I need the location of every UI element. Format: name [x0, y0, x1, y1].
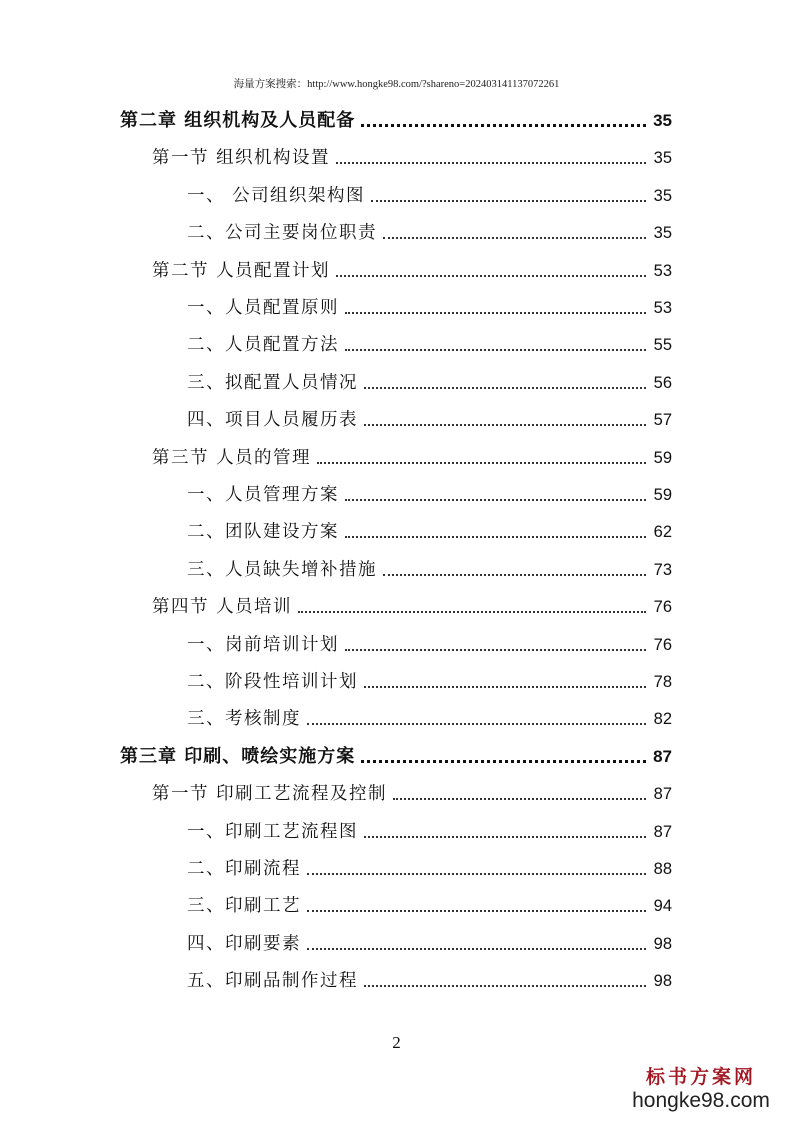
toc-leader-dots	[364, 424, 646, 426]
toc-entry-item[interactable]	[187, 626, 672, 656]
toc-entry-page: 35	[653, 224, 672, 243]
toc-entry-page: 35	[653, 149, 672, 168]
toc-entry-title: 第二节 人员配置计划	[152, 260, 331, 281]
toc-entry-title: 第一节 组织机构设置	[152, 148, 331, 169]
toc-entry-page: 59	[653, 448, 672, 467]
toc-leader-dots	[345, 349, 646, 351]
toc-entry-page: 59	[653, 486, 672, 504]
toc-leader-dots	[361, 760, 646, 763]
toc-entry-page: 82	[653, 710, 672, 729]
toc-entry-title: 三、人员缺失增补措施	[187, 559, 377, 580]
toc-entry-section[interactable]	[152, 588, 672, 618]
toc-entry-page: 62	[653, 523, 672, 542]
toc-entry-title: 一、 公司组织架构图	[187, 185, 366, 206]
toc-entry-item[interactable]	[187, 513, 672, 543]
toc-leader-dots	[361, 124, 646, 127]
toc-leader-dots	[307, 873, 646, 875]
toc-leader-dots	[345, 312, 646, 314]
toc-leader-dots	[371, 200, 646, 202]
toc-entry-page: 98	[653, 934, 672, 953]
toc-leader-dots	[364, 387, 646, 389]
toc-entry-title: 二、人员配置方法	[187, 335, 339, 356]
toc-entry-item[interactable]	[187, 813, 672, 843]
toc-leader-dots	[307, 948, 646, 950]
toc-entry-item[interactable]	[187, 289, 672, 319]
toc-leader-dots	[345, 499, 646, 501]
toc-entry-title: 第二章 组织机构及人员配备	[120, 110, 356, 131]
toc-entry-title: 三、考核制度	[187, 709, 301, 730]
toc-entry-title: 三、拟配置人员情况	[187, 372, 358, 393]
toc-entry-page: 56	[653, 373, 672, 392]
toc-leader-dots	[345, 536, 646, 538]
toc-leader-dots	[393, 798, 646, 800]
toc-entry-title: 二、团队建设方案	[187, 522, 339, 543]
toc-entry-page: 88	[653, 860, 672, 878]
toc-entry-page: 53	[653, 299, 672, 317]
toc-leader-dots	[345, 649, 646, 651]
toc-entry-chapter[interactable]	[120, 102, 672, 132]
toc-entry-title: 第一节 印刷工艺流程及控制	[152, 784, 388, 805]
toc-leader-dots	[298, 611, 646, 613]
toc-entry-page: 98	[653, 972, 672, 991]
toc-entry-page: 87	[653, 822, 672, 841]
toc-leader-dots	[336, 162, 646, 164]
toc-entry-page: 35	[653, 111, 672, 130]
watermark-en-text: hongke98.com	[632, 1089, 770, 1112]
page-header-url: 海量方案搜索：http://www.hongke98.com/?shareno=202403141137072261	[233, 79, 560, 90]
toc-leader-dots	[383, 574, 646, 576]
toc-entry-title: 一、人员管理方案	[187, 485, 339, 505]
toc-entry-page: 76	[653, 598, 672, 617]
toc-entry-item[interactable]	[187, 962, 672, 992]
toc-entry-section[interactable]	[152, 139, 672, 169]
watermark-cn-text: 标书方案网	[645, 1066, 756, 1088]
toc-leader-dots	[317, 462, 646, 464]
toc-entry-title: 二、公司主要岗位职责	[187, 223, 377, 244]
toc-entry-item[interactable]	[187, 177, 672, 207]
toc-entry-item[interactable]	[187, 663, 672, 693]
toc-leader-dots	[364, 686, 646, 688]
toc-entry-title: 五、印刷品制作过程	[187, 971, 358, 992]
toc-leader-dots	[307, 723, 646, 725]
toc-leader-dots	[307, 910, 646, 912]
toc-leader-dots	[383, 237, 646, 239]
toc-entry-page: 87	[653, 785, 672, 804]
toc-entry-item[interactable]	[187, 214, 672, 244]
toc-entry-section[interactable]	[152, 775, 672, 805]
toc-entry-chapter[interactable]	[120, 738, 672, 768]
toc-entry-page: 53	[653, 261, 672, 280]
toc-entry-page: 35	[653, 186, 672, 205]
toc-entry-title: 三、印刷工艺	[187, 896, 301, 917]
toc-entry-page: 73	[653, 560, 672, 579]
toc-leader-dots	[364, 836, 646, 838]
toc-entry-title: 二、印刷流程	[187, 859, 301, 879]
toc-entry-section[interactable]	[152, 252, 672, 282]
site-watermark	[621, 1066, 781, 1114]
toc-entry-item[interactable]	[187, 850, 672, 880]
toc-entry-item[interactable]	[187, 551, 672, 581]
toc-entry-title: 第三章 印刷、喷绘实施方案	[120, 745, 356, 767]
toc-leader-dots	[336, 275, 646, 277]
toc-entry-page: 57	[653, 411, 672, 430]
toc-entry-item[interactable]	[187, 476, 672, 506]
toc-entry-page: 78	[653, 673, 672, 691]
page-number: 2	[392, 1033, 401, 1052]
toc-entry-title: 二、阶段性培训计划	[187, 672, 358, 692]
toc-entry-title: 四、印刷要素	[187, 933, 301, 954]
toc-entry-item[interactable]	[187, 887, 672, 917]
toc-entry-page: 94	[653, 897, 672, 916]
toc-entry-title: 一、印刷工艺流程图	[187, 821, 358, 842]
toc-entry-title: 一、岗前培训计划	[187, 634, 339, 655]
toc-entry-section[interactable]	[152, 439, 672, 469]
toc-entry-item[interactable]	[187, 925, 672, 955]
toc-entry-item[interactable]	[187, 401, 672, 431]
toc-entry-title: 第三节 人员的管理	[152, 447, 312, 468]
toc-entry-page: 87	[653, 746, 672, 766]
toc-entry-item[interactable]	[187, 326, 672, 356]
toc-entry-item[interactable]	[187, 364, 672, 394]
toc-entry-item[interactable]	[187, 700, 672, 730]
toc-entry-title: 第四节 人员培训	[152, 597, 293, 618]
toc-leader-dots	[364, 985, 646, 987]
toc-entry-page: 55	[653, 336, 672, 355]
toc-entry-page: 76	[653, 635, 672, 654]
toc-entry-title: 一、人员配置原则	[187, 298, 339, 318]
toc-entry-title: 四、项目人员履历表	[187, 410, 358, 431]
